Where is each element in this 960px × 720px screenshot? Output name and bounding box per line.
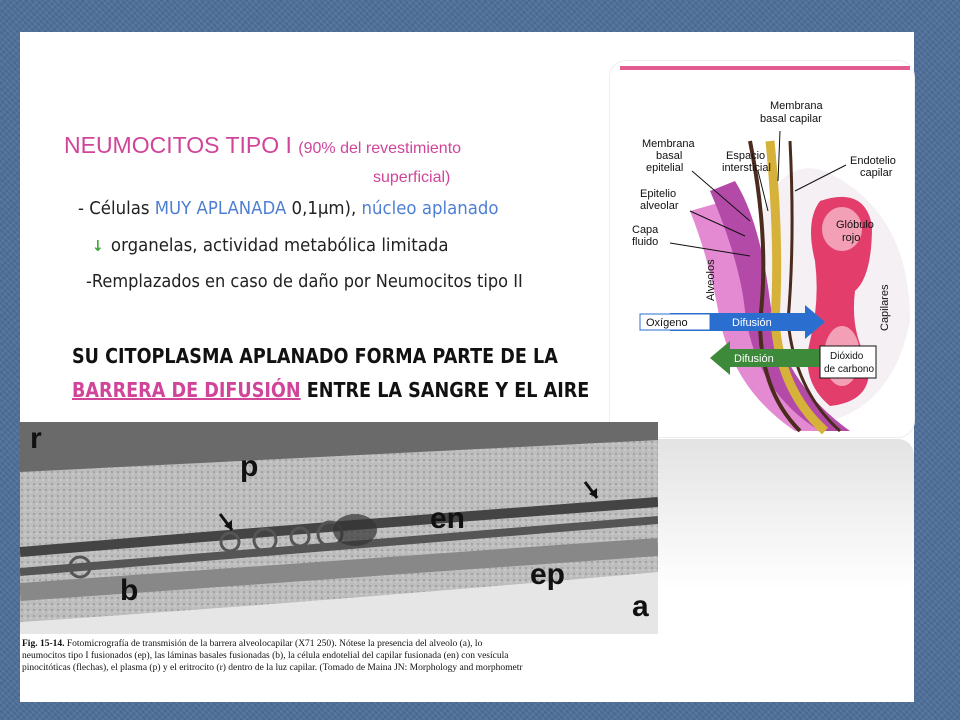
bullet-cells: [78, 198, 499, 219]
electron-micrograph: [20, 422, 658, 634]
bullet-cells-size: 0,1μm),: [286, 198, 362, 219]
leader-line: [778, 131, 780, 181]
top-strip: [620, 66, 910, 70]
label-endotelio-2: capilar: [860, 167, 893, 179]
title-note-cont: superficial): [373, 169, 451, 186]
label-difusion-1: Difusión: [732, 317, 772, 329]
bullet-cells-nucleus: núcleo aplanado: [361, 198, 499, 219]
label-oxigeno: Oxígeno: [646, 317, 688, 329]
bullet-replacement: -Remplazados en caso de daño por Neumocitos tipo II: [86, 271, 523, 292]
label-dioxido-2: de carbono: [824, 364, 875, 375]
micro-label-b: b: [120, 574, 139, 607]
bullet-cells-highlight: MUY APLANADA: [154, 198, 287, 219]
label-membrana-basal-capilar-2: basal capilar: [760, 113, 822, 125]
bullet-cells-prefix: - Células: [78, 198, 155, 219]
micro-label-a: a: [632, 590, 649, 623]
heading-barrier: BARRERA DE DIFUSIÓN: [72, 378, 301, 402]
label-epitelio-2: alveolar: [640, 200, 679, 212]
label-capa-2: fluido: [632, 236, 659, 248]
label-epitelio-1: Epitelio: [640, 188, 677, 200]
caption-line-3: pinocitóticas (flechas), el plasma (p) y el eritrocito (r) dentro de la luz capilar. (Tomado de Maina JN: Morphology and morphometr: [22, 663, 523, 673]
caption-line-1: [22, 638, 662, 650]
figure-caption: [22, 638, 662, 674]
bullet-organelles-text: organelas, actividad metabólica limitada: [110, 235, 449, 256]
label-membrana-basal-epitelial-1: Membrana: [642, 138, 695, 150]
label-globulo-1: Glóbulo: [836, 219, 874, 231]
label-globulo-2: rojo: [842, 232, 861, 244]
label-membrana-basal-epitelial-3: epitelial: [646, 162, 684, 174]
title-main: NEUMOCITOS TIPO I: [64, 132, 292, 158]
label-endotelio-1: Endotelio: [850, 155, 896, 167]
barrier-diagram: [610, 61, 914, 437]
label-alveolos: Alveolos: [705, 259, 717, 301]
heading-line2: [72, 378, 589, 402]
caption-text-1: Fotomicrografía de transmisión de la barrera alveolocapilar (X71 250). Nótese la presencia del alveolo (a), lo: [64, 639, 483, 649]
heading-line1: SU CITOPLASMA APLANADO FORMA PARTE DE LA: [72, 344, 558, 368]
label-difusion-2: Difusión: [734, 353, 774, 365]
title-note: (90% del revestimiento: [298, 140, 462, 157]
label-espacio-2: intersticial: [722, 162, 771, 174]
label-membrana-basal-epitelial-2: basal: [656, 150, 683, 162]
label-capa-1: Capa: [632, 224, 659, 236]
bullet-organelles: [92, 235, 449, 256]
label-dioxido-1: Dióxido: [830, 351, 864, 362]
micro-label-p: p: [240, 450, 259, 483]
label-espacio-1: Espacio: [726, 150, 766, 162]
heading-rest: ENTRE LA SANGRE Y EL AIRE: [300, 378, 590, 402]
caption-line-2: neumocitos tipo I fusionados (ep), las láminas basales fusionadas (b), la célula endotelial del capilar fusionada (en) con vesícula: [22, 651, 509, 661]
micro-label-r: r: [30, 422, 42, 455]
caption-fig-number: Fig. 15-14.: [22, 639, 65, 649]
slide: [20, 32, 914, 702]
micro-label-ep: ep: [530, 558, 566, 591]
dark-granule: [333, 514, 377, 546]
micrograph-svg: [20, 422, 658, 634]
barrier-diagram-svg: [610, 61, 914, 437]
micro-label-en: en: [430, 502, 466, 535]
label-membrana-basal-capilar-1: Membrana: [770, 100, 823, 112]
label-capilares: Capilares: [879, 284, 891, 331]
slide-title: [64, 132, 461, 159]
down-arrow-icon: ↓: [92, 237, 104, 255]
